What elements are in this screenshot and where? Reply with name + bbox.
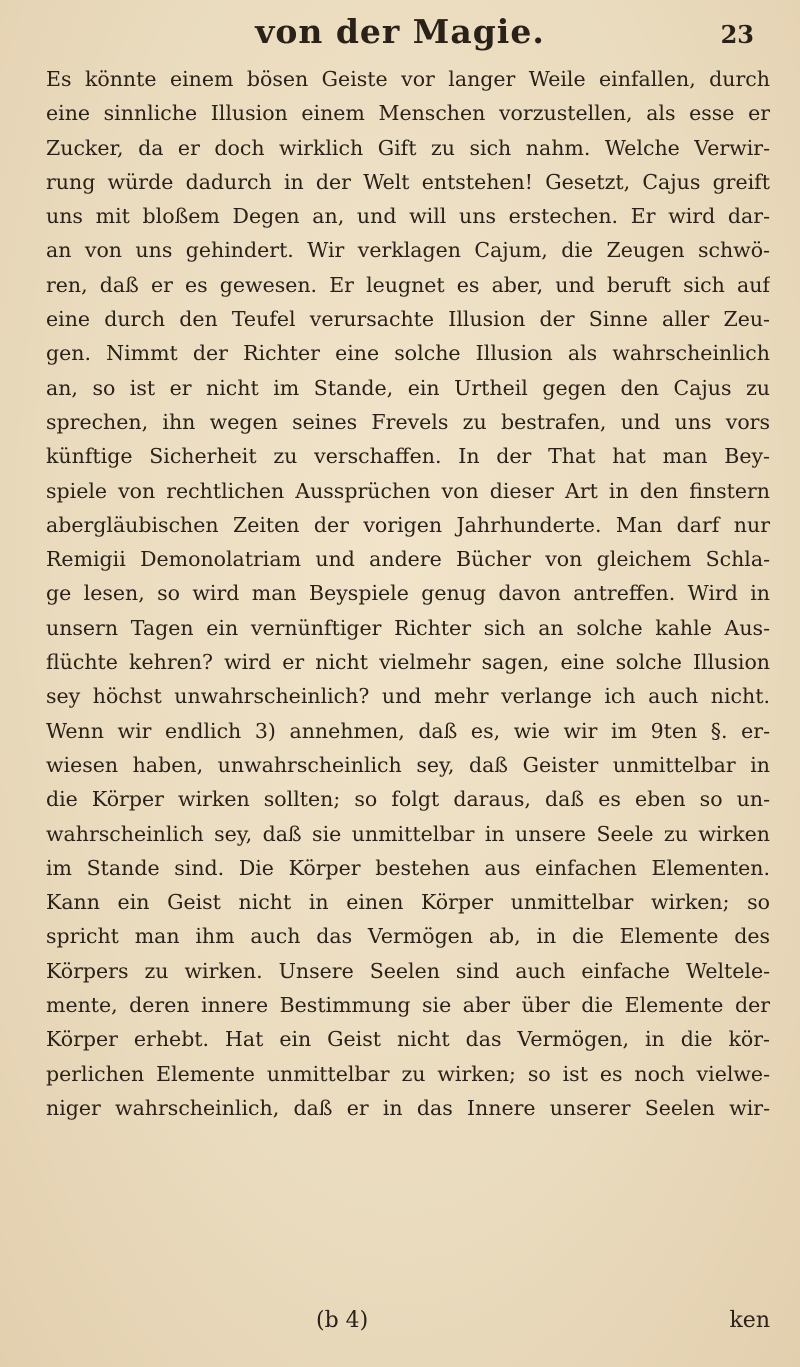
text-line: Zucker, da er doch wirklich Gift zu sich nahm. Welche Verwir-	[46, 135, 770, 160]
text-line: spiele von rechtlichen Aussprüchen von dieser Art in den finstern	[46, 478, 770, 503]
text-line: im Stande sind. Die Körper bestehen aus einfachen Elementen.	[46, 855, 770, 880]
text-line: Körper erhebt. Hat ein Geist nicht das Vermögen, in die kör-	[46, 1027, 770, 1052]
text-line: mente, deren innere Bestimmung sie aber über die Elemente der	[46, 993, 770, 1018]
text-line: abergläubischen Zeiten der vorigen Jahrhunderte. Man darf nur	[46, 512, 770, 537]
text-line: niger wahrscheinlich, daß er in das Innere unserer Seelen wir-	[46, 1095, 770, 1120]
text-line: Kann ein Geist nicht in einen Körper unmittelbar wirken; so	[46, 890, 770, 915]
text-line: flüchte kehren? wird er nicht vielmehr sagen, eine solche Illusion	[46, 650, 770, 675]
text-line: Wenn wir endlich 3) annehmen, daß es, wie wir im 9ten §. er-	[46, 718, 770, 743]
running-head	[0, 6, 800, 54]
catchword: ken	[729, 1308, 770, 1333]
text-line: ge lesen, so wird man Beyspiele genug davon antreffen. Wird in	[46, 581, 770, 606]
page-footer	[46, 1304, 770, 1338]
signature-mark: (b 4)	[316, 1308, 369, 1333]
text-line: wiesen haben, unwahrscheinlich sey, daß Geister unmittelbar in	[46, 752, 770, 777]
text-line: eine durch den Teufel verursachte Illusion der Sinne aller Zeu-	[46, 307, 770, 332]
text-line: spricht man ihm auch das Vermögen ab, in die Elemente des	[46, 924, 770, 949]
text-line: Remigii Demonolatriam und andere Bücher von gleichem Schla-	[46, 547, 770, 572]
text-line: an, so ist er nicht im Stande, ein Urtheil gegen den Cajus zu	[46, 375, 770, 400]
text-line: Körpers zu wirken. Unsere Seelen sind auch einfache Weltele-	[46, 958, 770, 983]
text-line: rung würde dadurch in der Welt entstehen! Gesetzt, Cajus greift	[46, 169, 770, 194]
page-number: 23	[720, 20, 754, 49]
text-line: an von uns gehindert. Wir verklagen Cajum, die Zeugen schwö-	[46, 238, 770, 263]
text-line: perlichen Elemente unmittelbar zu wirken; so ist es noch vielwe-	[46, 1061, 770, 1086]
running-title: von der Magie.	[255, 12, 545, 51]
text-line: uns mit bloßem Degen an, und will uns erstechen. Er wird dar-	[46, 204, 770, 229]
text-line: unsern Tagen ein vernünftiger Richter sich an solche kahle Aus-	[46, 615, 770, 640]
text-line: sprechen, ihn wegen seines Frevels zu bestrafen, und uns vors	[46, 409, 770, 434]
body-text	[46, 62, 770, 1125]
text-line: die Körper wirken sollten; so folgt daraus, daß es eben so un-	[46, 787, 770, 812]
text-line: Es könnte einem bösen Geiste vor langer Weile einfallen, durch	[46, 67, 770, 91]
text-line: eine sinnliche Illusion einem Menschen vorzustellen, als esse er	[46, 101, 770, 126]
text-line: wahrscheinlich sey, daß sie unmittelbar in unsere Seele zu wirken	[46, 821, 770, 846]
text-line: künftige Sicherheit zu verschaffen. In der That hat man Bey-	[46, 444, 770, 469]
text-line: ren, daß er es gewesen. Er leugnet es aber, und beruft sich auf	[46, 272, 770, 297]
text-line: sey höchst unwahrscheinlich? und mehr verlange ich auch nicht.	[46, 684, 770, 709]
text-line: gen. Nimmt der Richter eine solche Illusion als wahrscheinlich	[46, 341, 770, 366]
